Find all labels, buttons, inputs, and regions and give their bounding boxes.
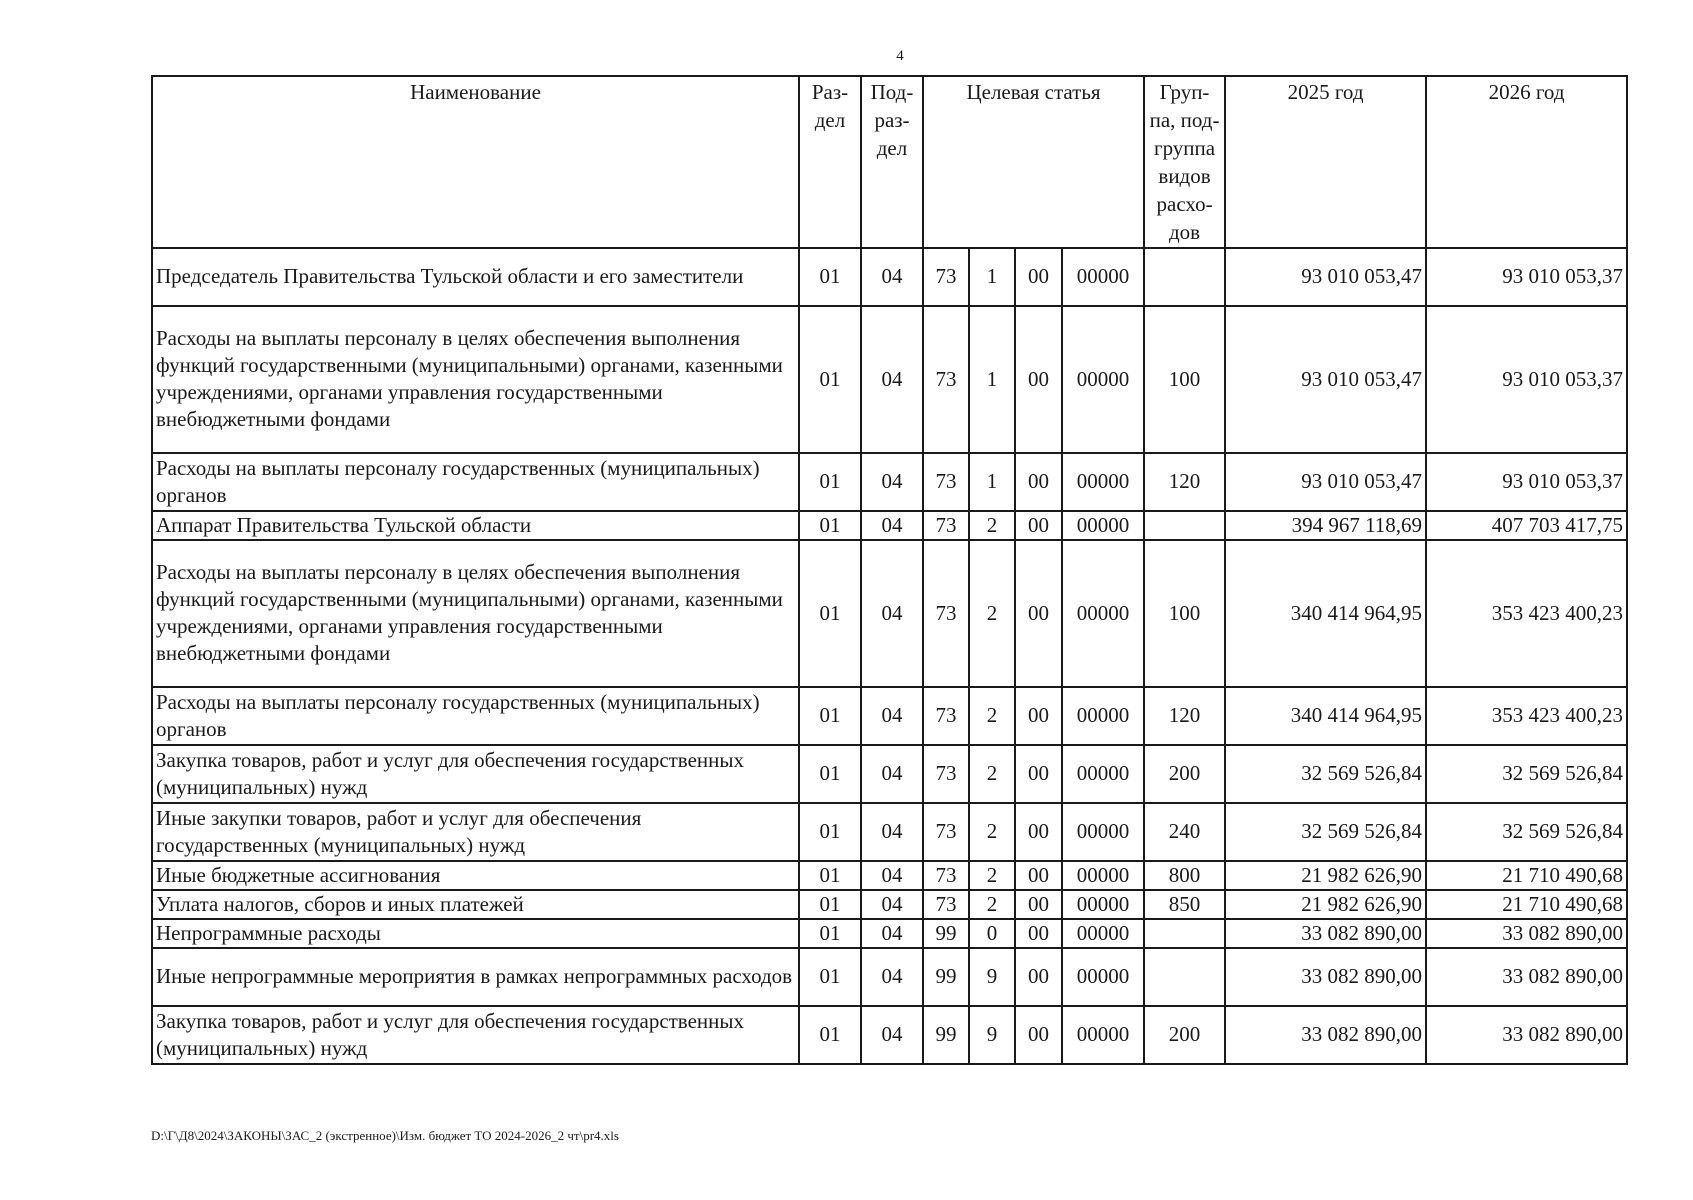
header-target-article: Целевая статья [923,76,1144,248]
row-amount-2025: 32 569 526,84 [1225,745,1426,803]
row-amount-2025: 93 010 053,47 [1225,453,1426,511]
row-expense-group [1144,919,1225,948]
row-amount-2026: 93 010 053,37 [1426,306,1627,453]
row-target-subprogram: 1 [969,306,1015,453]
row-target-program: 73 [923,687,969,745]
row-amount-2025: 394 967 118,69 [1225,511,1426,540]
row-target-subprogram: 9 [969,1006,1015,1064]
row-amount-2026: 353 423 400,23 [1426,540,1627,687]
row-section: 01 [799,1006,861,1064]
row-expense-group: 100 [1144,306,1225,453]
row-target-code: 00000 [1062,1006,1144,1064]
table-row [152,861,1627,890]
row-name: Расходы на выплаты персоналу государственных (муниципальных) органов [152,687,799,745]
row-subsection: 04 [861,1006,923,1064]
row-amount-2025: 340 414 964,95 [1225,540,1426,687]
row-target-direction: 00 [1015,803,1062,861]
table-body [152,248,1627,1064]
row-expense-group: 200 [1144,1006,1225,1064]
row-section: 01 [799,803,861,861]
row-amount-2026: 21 710 490,68 [1426,861,1627,890]
row-amount-2026: 33 082 890,00 [1426,1006,1627,1064]
row-target-subprogram: 1 [969,453,1015,511]
row-target-direction: 00 [1015,948,1062,1006]
header-expense-group: Груп- па, под- группа видов расхо- дов [1144,76,1225,248]
row-target-program: 73 [923,511,969,540]
row-target-code: 00000 [1062,948,1144,1006]
table-row [152,511,1627,540]
row-expense-group: 200 [1144,745,1225,803]
row-name: Закупка товаров, работ и услуг для обеспечения государственных (муниципальных) нужд [152,745,799,803]
row-subsection: 04 [861,540,923,687]
row-amount-2025: 21 982 626,90 [1225,890,1426,919]
row-amount-2026: 407 703 417,75 [1426,511,1627,540]
row-section: 01 [799,540,861,687]
row-name: Иные бюджетные ассигнования [152,861,799,890]
row-subsection: 04 [861,803,923,861]
table-row [152,306,1627,453]
row-amount-2026: 33 082 890,00 [1426,919,1627,948]
row-target-code: 00000 [1062,919,1144,948]
table-row [152,453,1627,511]
row-section: 01 [799,687,861,745]
header-name: Наименование [152,76,799,248]
row-name: Председатель Правительства Тульской области и его заместители [152,248,799,306]
row-subsection: 04 [861,861,923,890]
row-name: Иные закупки товаров, работ и услуг для обеспечения государственных (муниципальных) нужд [152,803,799,861]
row-name: Закупка товаров, работ и услуг для обеспечения государственных (муниципальных) нужд [152,1006,799,1064]
row-expense-group [1144,948,1225,1006]
row-amount-2025: 340 414 964,95 [1225,687,1426,745]
row-target-program: 73 [923,861,969,890]
row-target-direction: 00 [1015,890,1062,919]
row-subsection: 04 [861,948,923,1006]
table-row [152,890,1627,919]
row-target-subprogram: 0 [969,919,1015,948]
file-path-footer: D:\Г\Д8\2024\ЗАКОНЫ\ЗАС_2 (экстренное)\Изм. бюджет ТО 2024-2026_2 чт\pr4.xls [151,1128,619,1143]
row-target-subprogram: 2 [969,861,1015,890]
row-section: 01 [799,745,861,803]
row-target-program: 73 [923,453,969,511]
row-amount-2025: 33 082 890,00 [1225,948,1426,1006]
table-row [152,1006,1627,1064]
row-amount-2026: 32 569 526,84 [1426,803,1627,861]
row-target-program: 99 [923,1006,969,1064]
row-target-subprogram: 2 [969,540,1015,687]
table-row [152,687,1627,745]
table-row [152,803,1627,861]
row-expense-group: 240 [1144,803,1225,861]
row-target-subprogram: 2 [969,803,1015,861]
row-target-program: 73 [923,890,969,919]
row-target-subprogram: 2 [969,511,1015,540]
budget-table [151,75,1628,1065]
row-target-subprogram: 9 [969,948,1015,1006]
row-expense-group [1144,248,1225,306]
row-amount-2025: 33 082 890,00 [1225,919,1426,948]
row-target-code: 00000 [1062,248,1144,306]
row-target-program: 73 [923,248,969,306]
row-amount-2026: 93 010 053,37 [1426,453,1627,511]
row-target-code: 00000 [1062,803,1144,861]
row-section: 01 [799,919,861,948]
row-subsection: 04 [861,306,923,453]
row-amount-2026: 32 569 526,84 [1426,745,1627,803]
row-expense-group [1144,511,1225,540]
row-target-subprogram: 2 [969,687,1015,745]
row-section: 01 [799,948,861,1006]
row-amount-2025: 93 010 053,47 [1225,306,1426,453]
row-name: Расходы на выплаты персоналу государственных (муниципальных) органов [152,453,799,511]
row-expense-group: 120 [1144,687,1225,745]
row-subsection: 04 [861,511,923,540]
row-amount-2025: 32 569 526,84 [1225,803,1426,861]
row-amount-2026: 33 082 890,00 [1426,948,1627,1006]
row-name: Непрограммные расходы [152,919,799,948]
row-amount-2025: 33 082 890,00 [1225,1006,1426,1064]
row-subsection: 04 [861,890,923,919]
row-name: Расходы на выплаты персоналу в целях обеспечения выполнения функций государственными (муниципальными) органами, казенными учреждениями, органами управления государственными внебюджетными фондами [152,540,799,687]
table-row [152,248,1627,306]
row-target-program: 99 [923,919,969,948]
table-row [152,540,1627,687]
row-target-subprogram: 1 [969,248,1015,306]
row-target-program: 99 [923,948,969,1006]
table-row [152,948,1627,1006]
row-section: 01 [799,861,861,890]
row-name: Уплата налогов, сборов и иных платежей [152,890,799,919]
row-subsection: 04 [861,687,923,745]
row-target-code: 00000 [1062,861,1144,890]
row-target-direction: 00 [1015,453,1062,511]
table-row [152,745,1627,803]
row-name: Расходы на выплаты персоналу в целях обеспечения выполнения функций государственными (муниципальными) органами, казенными учреждениями, органами управления государственными внебюджетными фондами [152,306,799,453]
table-row [152,919,1627,948]
row-target-program: 73 [923,306,969,453]
row-subsection: 04 [861,745,923,803]
row-expense-group: 800 [1144,861,1225,890]
row-target-code: 00000 [1062,540,1144,687]
row-section: 01 [799,511,861,540]
row-target-direction: 00 [1015,306,1062,453]
row-target-direction: 00 [1015,919,1062,948]
row-target-code: 00000 [1062,511,1144,540]
header-section: Раз- дел [799,76,861,248]
row-subsection: 04 [861,248,923,306]
row-expense-group: 100 [1144,540,1225,687]
row-target-direction: 00 [1015,1006,1062,1064]
row-target-program: 73 [923,803,969,861]
row-target-code: 00000 [1062,745,1144,803]
header-year-2026: 2026 год [1426,76,1627,248]
row-section: 01 [799,890,861,919]
row-expense-group: 850 [1144,890,1225,919]
row-target-direction: 00 [1015,861,1062,890]
row-target-direction: 00 [1015,540,1062,687]
row-amount-2026: 21 710 490,68 [1426,890,1627,919]
row-expense-group: 120 [1144,453,1225,511]
row-target-subprogram: 2 [969,890,1015,919]
row-target-direction: 00 [1015,511,1062,540]
row-target-program: 73 [923,540,969,687]
row-section: 01 [799,453,861,511]
row-target-direction: 00 [1015,745,1062,803]
row-section: 01 [799,248,861,306]
row-amount-2025: 21 982 626,90 [1225,861,1426,890]
row-subsection: 04 [861,919,923,948]
header-subsection: Под- раз- дел [861,76,923,248]
row-target-code: 00000 [1062,306,1144,453]
row-subsection: 04 [861,453,923,511]
row-amount-2026: 353 423 400,23 [1426,687,1627,745]
row-target-direction: 00 [1015,687,1062,745]
row-amount-2026: 93 010 053,37 [1426,248,1627,306]
row-target-subprogram: 2 [969,745,1015,803]
row-target-direction: 00 [1015,248,1062,306]
row-name: Иные непрограммные мероприятия в рамках непрограммных расходов [152,948,799,1006]
row-target-code: 00000 [1062,890,1144,919]
header-row [152,76,1627,248]
page-number: 4 [896,48,904,64]
row-target-code: 00000 [1062,453,1144,511]
header-year-2025: 2025 год [1225,76,1426,248]
row-target-code: 00000 [1062,687,1144,745]
row-target-program: 73 [923,745,969,803]
row-amount-2025: 93 010 053,47 [1225,248,1426,306]
row-section: 01 [799,306,861,453]
row-name: Аппарат Правительства Тульской области [152,511,799,540]
